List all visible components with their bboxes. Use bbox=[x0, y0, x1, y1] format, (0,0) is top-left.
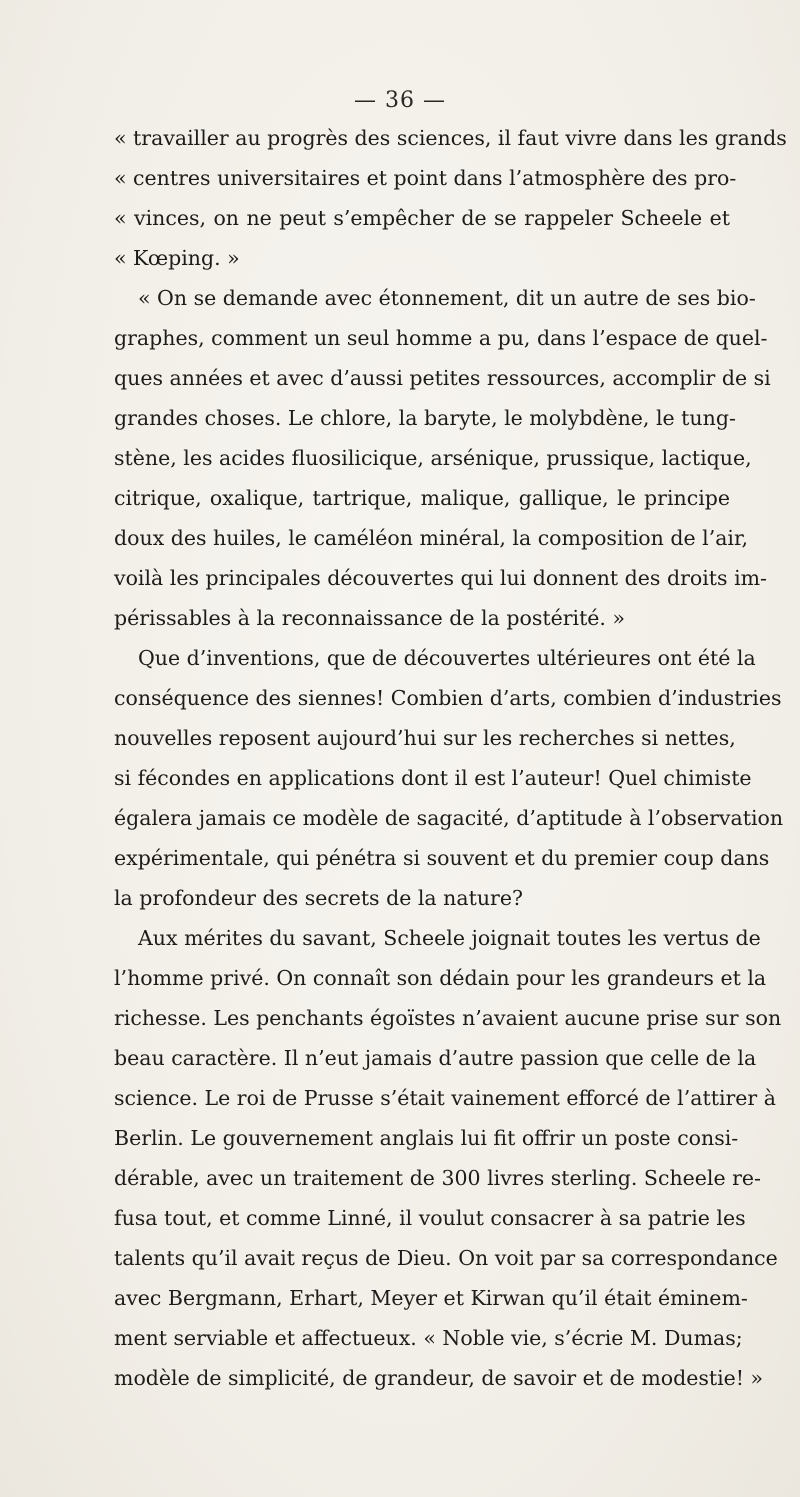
paragraph-start-line: Aux mérites du savant, Scheele joignait toutes les vertus de bbox=[138, 926, 761, 950]
text-line: beau caractère. Il n’eut jamais d’autre passion que celle de la bbox=[114, 1046, 757, 1070]
page-number: — 36 — bbox=[354, 88, 446, 113]
text-line: expérimentale, qui pénétra si souvent et du premier coup dans bbox=[114, 846, 770, 870]
text-line: doux des huiles, le caméléon minéral, la composition de l’air, bbox=[114, 526, 749, 550]
paragraph-start-line: « On se demande avec étonnement, dit un autre de ses bio- bbox=[138, 286, 756, 310]
text-line: voilà les principales découvertes qui lui donnent des droits im- bbox=[114, 566, 767, 590]
text-line: périssables à la reconnaissance de la postérité. » bbox=[114, 606, 626, 630]
text-line: avec Bergmann, Erhart, Meyer et Kirwan qu’il était éminem- bbox=[114, 1286, 748, 1310]
text-line: citrique, oxalique, tartrique, malique, gallique, le principe bbox=[114, 486, 730, 510]
text-line: si fécondes en applications dont il est l’auteur! Quel chimiste bbox=[114, 766, 752, 790]
paragraph-start-line: Que d’inventions, que de découvertes ultérieures ont été la bbox=[138, 646, 756, 670]
text-line: ment serviable et affectueux. « Noble vie, s’écrie M. Dumas; bbox=[114, 1326, 743, 1350]
text-line: « Kœping. » bbox=[114, 246, 240, 270]
text-line: égalera jamais ce modèle de sagacité, d’aptitude à l’observation bbox=[114, 806, 784, 830]
text-line: « vinces, on ne peut s’empêcher de se rappeler Scheele et bbox=[114, 206, 730, 230]
text-line: science. Le roi de Prusse s’était vainement efforcé de l’attirer à bbox=[114, 1086, 776, 1110]
text-line: talents qu’il avait reçus de Dieu. On voit par sa correspondance bbox=[114, 1246, 778, 1270]
text-line: nouvelles reposent aujourd’hui sur les recherches si nettes, bbox=[114, 726, 736, 750]
text-line: stène, les acides fluosilicique, arsénique, prussique, lactique, bbox=[114, 446, 752, 470]
text-line: dérable, avec un traitement de 300 livres sterling. Scheele re- bbox=[114, 1166, 761, 1190]
text-line: conséquence des siennes! Combien d’arts, combien d’industries bbox=[114, 686, 782, 710]
text-line: ques années et avec d’aussi petites ressources, accomplir de si bbox=[114, 366, 771, 390]
text-line: l’homme privé. On connaît son dédain pour les grandeurs et la bbox=[114, 966, 767, 990]
text-line: fusa tout, et comme Linné, il voulut consacrer à sa patrie les bbox=[114, 1206, 746, 1230]
text-line: modèle de simplicité, de grandeur, de savoir et de modestie! » bbox=[114, 1366, 764, 1390]
text-line: Berlin. Le gouvernement anglais lui fit offrir un poste consi- bbox=[114, 1126, 739, 1150]
body-text bbox=[114, 118, 787, 1398]
text-line: graphes, comment un seul homme a pu, dans l’espace de quel- bbox=[114, 326, 768, 350]
text-line: richesse. Les penchants égoïstes n’avaient aucune prise sur son bbox=[114, 1006, 782, 1030]
text-line: « centres universitaires et point dans l’atmosphère des pro- bbox=[114, 166, 737, 190]
text-line: grandes choses. Le chlore, la baryte, le molybdène, le tung- bbox=[114, 406, 736, 430]
text-line: « travailler au progrès des sciences, il faut vivre dans les grands bbox=[114, 126, 787, 150]
text-line: la profondeur des secrets de la nature? bbox=[114, 886, 523, 910]
